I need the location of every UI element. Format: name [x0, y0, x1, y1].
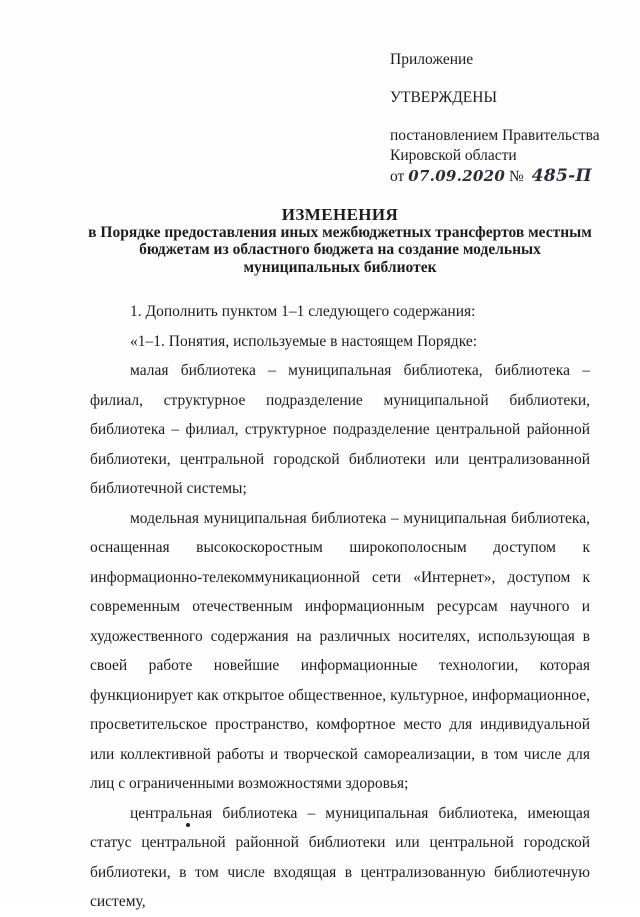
approval-block: [390, 50, 630, 187]
paragraph-central-library: центральная библиотека – муниципальная библиотека, имеющая статус центральной районной библиотеки или центральной городской библиотеки, в том числе входящая в централизованную библиотечную систему,: [90, 804, 590, 910]
approved-by-line-1: постановлением Правительства: [390, 127, 600, 144]
number-sign: №: [509, 168, 524, 185]
decree-date-number: [390, 166, 630, 187]
heading-subtitle-line: бюджетам из областного бюджета на создание модельных: [139, 241, 541, 258]
paragraph-small-library: малая библиотека – муниципальная библиотека, библиотека – филиал, структурное подразделение муниципальной библиотеки, библиотека – филиал, структурное подразделение центральной районной библиотеки, центральной городской библиотеки или централизованной библиотечной системы;: [90, 362, 590, 497]
paragraph-item-1: 1. Дополнить пунктом 1–1 следующего содержания:: [130, 303, 476, 320]
heading-subtitle-line: муниципальных библиотек: [243, 258, 437, 276]
approved-label: УТВЕРЖДЕНЫ: [390, 89, 497, 106]
handwritten-date: 07.09.2020: [408, 167, 506, 185]
from-prefix: от: [390, 168, 405, 185]
handwritten-number: 485-П: [531, 166, 592, 186]
paragraph-model-library: модельная муниципальная библиотека – муниципальная библиотека, оснащенная высокоскоростным широкополосным доступом к информационно-телекоммуникационной сети «Интернет», доступом к современным отечественным информационным ресурсам научного и художественного содержания на различных носителях, использующая в своей работе новейшие информационные технологии, которая функционирует как открытое общественное, культурное, информационное, просветительское пространство, комфортное место для индивидуальной или коллективной работы и творческой самореализации, в том числе для лиц с ограниченными возможностями здоровья;: [90, 509, 590, 792]
heading-subtitle-line: в Порядке предоставления иных межбюджетных трансфертов местным: [88, 223, 592, 241]
scan-speck: [186, 823, 190, 827]
approved-by-line-2: Кировской области: [390, 147, 517, 164]
appendix-label: Приложение: [390, 51, 474, 68]
heading-title: ИЗМЕНЕНИЯ: [281, 205, 399, 224]
document-heading: [60, 206, 620, 276]
document-body: [90, 297, 590, 917]
paragraph-definitions-intro: «1–1. Понятия, используемые в настоящем Порядке:: [130, 332, 478, 350]
